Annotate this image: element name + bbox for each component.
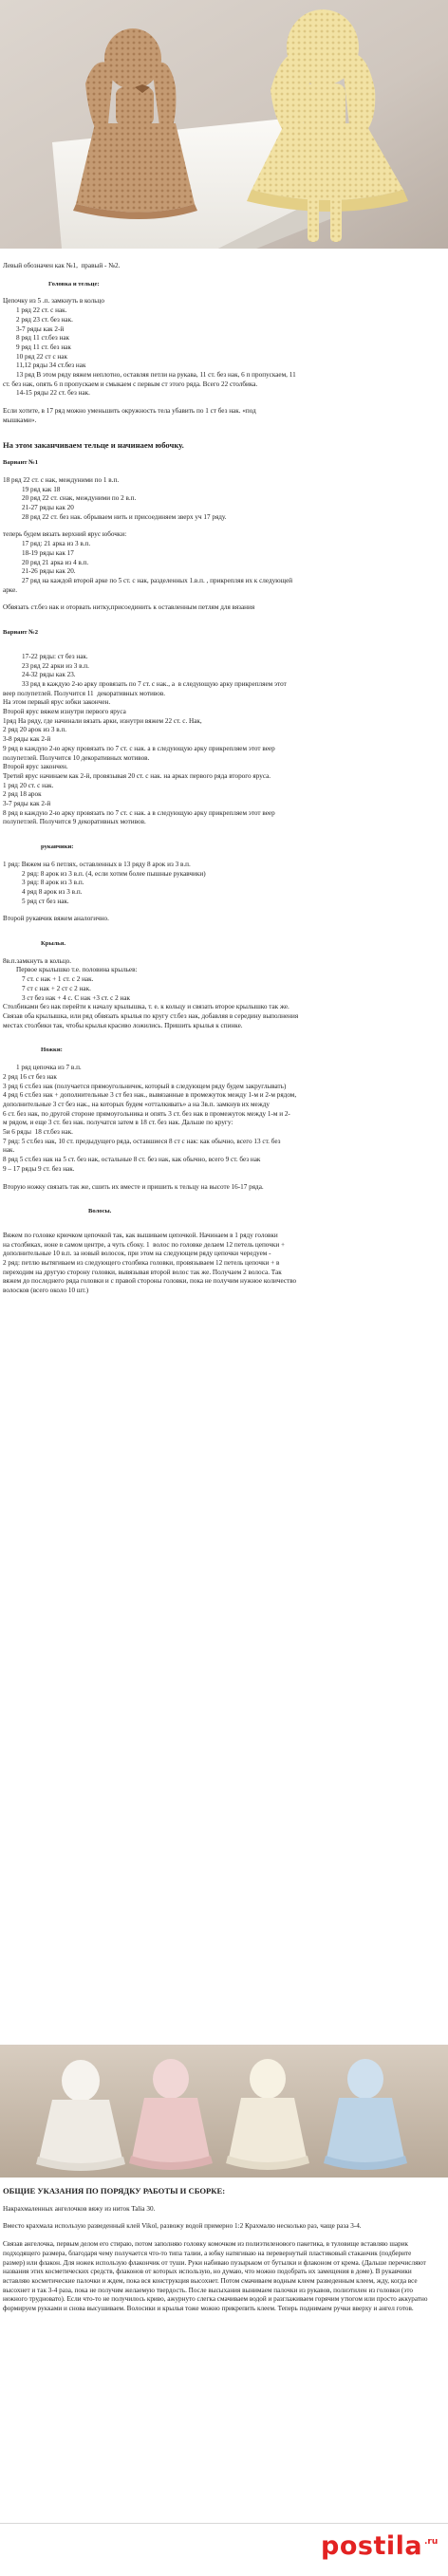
line: вяжем до последнего ряда головки и с правой стороны головки, пока не получим нужное количество <box>3 1277 297 1286</box>
line: 8 ряд 5 ст.без нак на 5 ст. без нак, остальные 8 ст. без нак, как обычно, всего 9 ст. без нак <box>3 1156 261 1164</box>
line: 24-32 ряды как 23. <box>22 671 76 679</box>
line: веер полупетлей. Получится 11 декоративных мотивов. <box>3 689 166 697</box>
variant-1-label: Вариант №1 <box>3 459 39 467</box>
assembly-heading: ОБЩИЕ УКАЗАНИЯ ПО ПОРЯДКУ РАБОТЫ И СБОРКЕ: <box>3 2186 226 2196</box>
line: волосков (всего около 10 шт.) <box>3 1287 89 1295</box>
line: 7 ряд: 5 ст.без нак, 10 ст. предыдущего ряда, оставшиеся 8 ст с нак: как обычно, всего 13 ст. без <box>3 1137 281 1145</box>
line: 8в.п.замкнуть в кольцо. <box>3 956 72 965</box>
line: Первое крылышко т.е. половина крыльев: <box>16 966 138 974</box>
line: 7 ст с нак + 2 ст с 2 нак. <box>22 984 91 992</box>
line: 2 ряд 16 ст без нак <box>3 1072 57 1081</box>
line: 5и 6 ряды 18 ст.без нак. <box>3 1128 73 1137</box>
line: 4 ряд 6 ст.без нак + дополнительные 3 ст без нак., вывязанные в промежуток между 1-м и 2-м рядом, <box>3 1091 297 1100</box>
head-body-title: Головка и тельце: <box>48 280 100 287</box>
line: 1 ряд: Вяжем на 6 петлях, оставленных в 13 ряду 8 арок из 3 в.п. <box>3 860 191 868</box>
paragraph: Вместо крахмала использую разведенный клей Vikol, развожу водой примерно 1:2 Крахмалю несколько раз, чаще раза 3-4. <box>3 2222 362 2231</box>
line: Второй ярус вяжем изнутри первого яруса <box>3 708 126 716</box>
line: 4 ряд 8 арок из 3 в.п. <box>22 887 83 896</box>
line: 28 ряд 22 ст. без нак. обрываем нить и присоединяем зверх уч 17 ряду. <box>22 512 227 521</box>
line: 21-27 ряды как 20 <box>22 504 74 512</box>
line: дополнительные 10 в.п. за новый волосок, при этом на следующем ряду цепочки чередуем - <box>3 1250 271 1258</box>
postila-logo[interactable]: postila <box>321 2531 423 2561</box>
wings-title: Крылья. <box>41 940 65 948</box>
line: 13 ряд В этом ряду вяжем неплотно, оставляя петли на рукава, 11 ст. без нак, 6 п пропускаем, 11 <box>16 371 296 380</box>
line: Второй ярус закончен. <box>3 763 68 771</box>
line: 27 ряд на каждой второй арке по 5 ст. с нак, разделенных 1.в.п. , прикрепляя их к следующей <box>22 576 293 584</box>
line: 20 ряд 21 арка из 4 в.п. <box>22 558 89 566</box>
line: На этом первый ярус юбки закончен. <box>3 698 111 707</box>
line: 14-15 ряды 22 ст. без нак. <box>16 389 90 398</box>
line: переходим на другую сторону головки, вывязывая второй волос так же. Получаем 2 волоса. Так <box>3 1268 282 1276</box>
line: Третий ярус начинаем как 2-й, провязывая 20 ст. с нак. на арках первого ряда второго яруса. <box>3 771 271 780</box>
photo-four-angels-image <box>0 2045 448 2178</box>
line: Связав оба крылышка, или ряд обвязать крылья по кругу ст.без нак, добавляя в середину выполнения <box>3 1012 299 1020</box>
line: 5 ряд ст без нак. <box>22 897 69 905</box>
line: 3 ряд 6 ст.без нак (получается прямоугольничек, который в следующем ряду будем закруглывать) <box>3 1082 287 1090</box>
line: 2 ряд 18 арок <box>3 790 42 799</box>
line: 11,12 ряды 34 ст.без нак <box>16 361 86 370</box>
line: 6 ст. без нак, по другой стороне прямоугольника и опять 3 ст. без нак в промежуток между 1-м и 2- <box>3 1109 290 1118</box>
line: 2 ряд 23 ст. без нак. <box>16 315 73 324</box>
line: 1 ряд 22 ст. с нак. <box>16 306 67 315</box>
line: 21-26 ряды как 20. <box>22 567 76 576</box>
line: на столбиках, ноне в самом центре, а чуть сбоку. 1 волос по головке делаем 12 петель цепочки + <box>3 1240 286 1249</box>
site-footer <box>0 2517 448 2576</box>
assembly-instructions <box>3 2187 435 2314</box>
line: 2 ряд: петлю вытягиваем из следующего столбика головки, провязываем 12 петель цепочки + в <box>3 1259 280 1268</box>
line: 1ряд На ряду, где начинали вязать арки, изнутри вяжем 22 ст. с. Нак, <box>3 716 202 725</box>
photo-four-angels <box>0 2045 448 2178</box>
line: 3 ст без нак + 4 с. С нак +3 ст. с 2 нак <box>22 993 130 1002</box>
line: 3-7 ряды как 2-й <box>16 324 65 333</box>
variant-2-label: Вариант №2 <box>3 629 39 637</box>
line: полупетлей. Получится 9 декоративных мотивов. <box>3 818 146 826</box>
line: 2 ряд: 8 арок из 3 в.п. (4, если хотим более пышные рукавчики) <box>22 869 206 878</box>
line: Столбиками без нак перейти к началу крылышка, т. е. к кольцу и связать второе крылышко так же. <box>3 1003 289 1011</box>
line: 8 ряд в каждую 2-ю арку провязать по 7 ст. с нак. а в следующую арку прикрепляем этот веер <box>3 808 275 817</box>
line: Вяжем по головке крючком цепочкой так, как вышиваем цепочкой. Начинаем в 1 ряду головки <box>3 1231 278 1239</box>
sleeves-title: рукавчики: <box>41 843 74 851</box>
skirt-heading: На этом заканчиваем тельце и начинаем юбочку. <box>3 439 184 450</box>
note-line: мышками». <box>3 416 37 424</box>
line: 20 ряд 22 ст. снак, междуними по 2 в.п. <box>22 494 137 503</box>
line: арке. <box>3 585 18 594</box>
instructions-part-1 <box>3 262 435 1296</box>
note-line: Если хотите, в 17 ряд можно уменьшить окружность тела убавить по 1 ст без нак. «под <box>3 407 256 416</box>
hair-title: Волосы. <box>88 1208 112 1215</box>
line: ст. без нак, опять 6 п пропускаем и смыкаем с первым ст этого ряда. Всего 22 столбика. <box>3 380 258 388</box>
line: 17 ряд: 21 арка из 3 в.п. <box>22 540 91 548</box>
paragraph: Связав ангелочка, первым делом его стираю, потом заполняю головку комочком из полиэтиленового пакетика, в туловище вставляю шарик подходящего размера, благодаря чему получается что-то типа талии, а юбку натягиваю на перевернутый пластиковый стаканчик (подберите размер) или флакон. Для ножек использую флакончик от туши. Руки набиваю пузырьком от бутылки и флаконом от крема. (Дальше перечисляют названия этих косметических средств, флаконов от которых использую, но думаю, что можно подобрать их замещения в доме). В рукавчики вставляю косметические палочки и ждем, пока вся конструкция высохнет. Потом смачиваем водным клеем разведенным клеем, жду, когда все высохнет и так 3-4 раза, пока не получим желаемую твердость. После высыхания вынимаем палочки из рукавов, полиэтилен из головки (это нежного трудновато). Если что-то не получилось криво, ажурнуто слегка смачиваем водой и разглаживаем горячим утюгом или просто аккуратно формируем рукками и снова высушиваем. Волосики и крылья тоже можно прикрепить клеем. Теперь поднимаем ручки вверху и ангел готов. <box>3 2240 428 2313</box>
legs-note: Вторую ножку связать так же, сшить их вместе и пришить к тельцу на высоте 16-17 ряда. <box>3 1182 264 1191</box>
line: 19 ряд как 18 <box>22 485 61 493</box>
line: Цепочку из 5 .п. замкнуть в кольцо <box>3 297 104 306</box>
line: местах столбики так, чтобы крылья красиво ложились. Пришить крылья к спинке. <box>3 1021 243 1029</box>
photo-angels-on-box-image <box>0 0 448 249</box>
line: 1 ряд цепочка из 7 в.п. <box>16 1064 82 1072</box>
photo-angels-on-box <box>0 0 448 249</box>
line: 7 ст. с нак + 1 ст. с 2 нак. <box>22 975 94 984</box>
line: 10 ряд 22 ст с нак <box>16 352 67 361</box>
line: 33 ряд в каждую 2-ю арку провязать по 7 ст. с нак., а в следующую арку прикрепляем этот <box>22 679 287 688</box>
line: 2 ряд 20 арок из 3 в.п. <box>3 726 67 734</box>
line: 3-7 ряды как 2-й <box>3 800 51 808</box>
line: нак. <box>3 1146 15 1155</box>
line: 1 ряд 20 ст. с нак. <box>3 781 54 789</box>
line: 17-22 ряды: ст без нак. <box>22 652 88 660</box>
line: м рядом, и еще 3 ст. без нак. получатся затем в 18 ст. без нак. Дальше по кругу: <box>3 1119 233 1127</box>
line: 9 – 17 ряды 9 ст. без нак. <box>3 1164 75 1173</box>
line: 9 ряд 11 ст. без нак <box>16 343 71 351</box>
line: 8 ряд 11 ст.без нак <box>16 334 70 343</box>
line: 23 ряд 22 арки из 3 в.п. <box>22 661 89 670</box>
sleeves-note: Второй рукавчик вяжем аналогично. <box>3 915 109 923</box>
legend-text: Левый обозначен как №1, правый - №2. <box>3 262 121 269</box>
line: 18-19 ряды как 17 <box>22 548 74 557</box>
line: 9 ряд в каждую 2-ю арку провязать по 7 ст. с нак. а в следующую арку прикрепляем этот веер <box>3 744 275 752</box>
line: полупетлей. Получится 10 декоративных мотивов. <box>3 753 150 762</box>
tie-off-line: Обвязать ст.без нак и оторвать нитку,присоединить к оставленным петлям для вязания <box>3 603 255 612</box>
legs-title: Ножки: <box>41 1047 63 1054</box>
line: 3-8 ряды как 2-й <box>3 735 51 744</box>
postila-logo-suffix: .ru <box>424 2537 439 2547</box>
line: 18 ряд 22 ст. с нак, междуними по 1 в.п. <box>3 475 120 484</box>
line: дополнительные 3 ст без нак., на которых будем «отталкивать» а на 3в.п. замкнув их между <box>3 1100 270 1108</box>
divider <box>0 2523 448 2524</box>
line: 3 ряд: 8 арок из 3 в.п. <box>22 879 84 887</box>
yarn-line: Накрахмаленных ангелочков вяжу из ниток Talia 30. <box>3 2204 156 2213</box>
top-tier-intro: теперь будем вязать верхний ярус юбочки: <box>3 530 127 539</box>
